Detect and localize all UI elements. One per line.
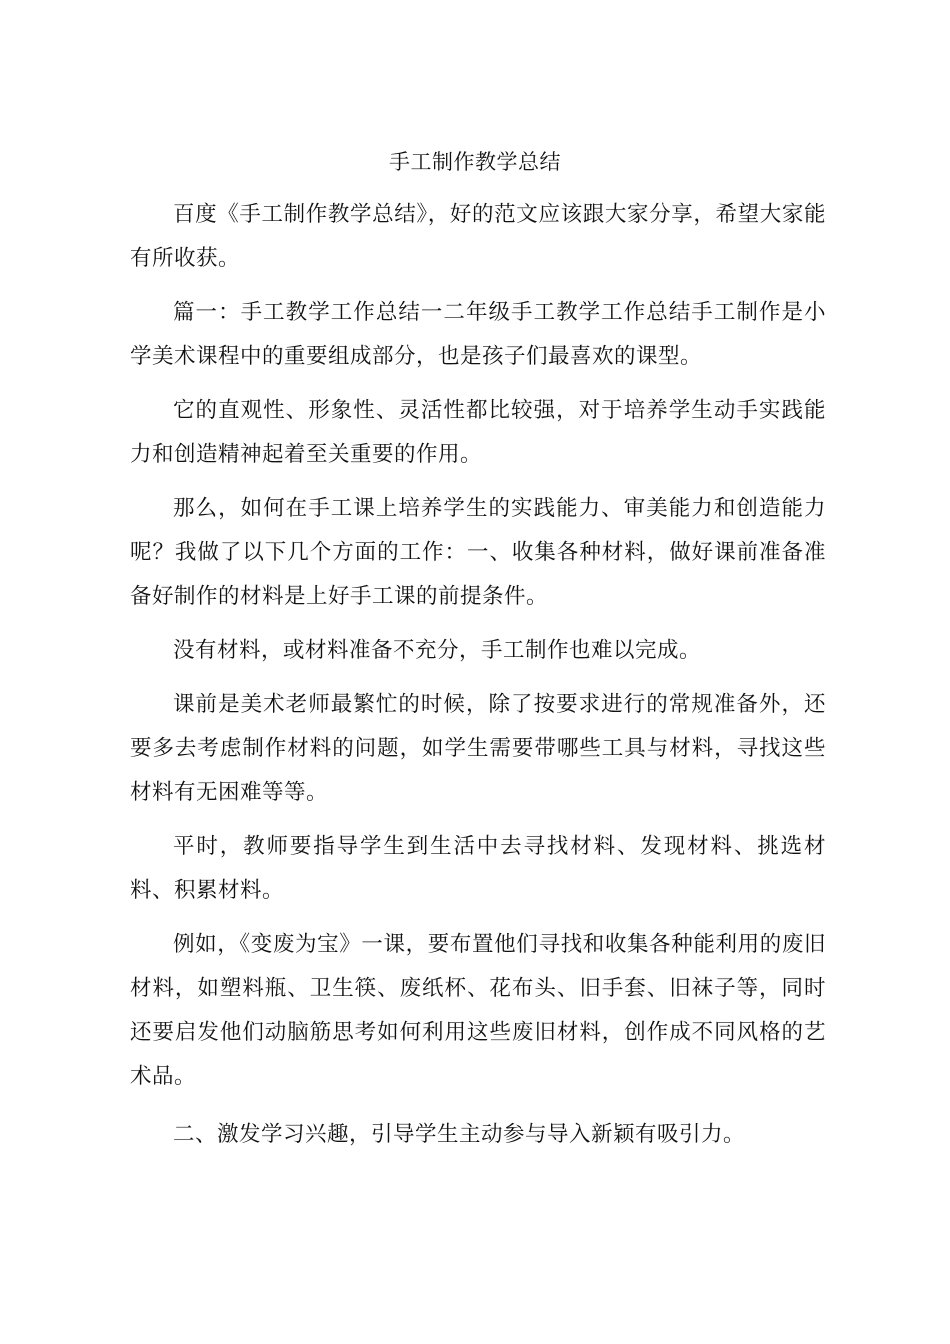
document-body	[130, 193, 826, 1167]
paragraph-daily: 平时，教师要指导学生到生活中去寻找材料、发现材料、挑选材料、积累材料。	[130, 834, 826, 903]
paragraph-no-materials: 没有材料，或材料准备不充分，手工制作也难以完成。	[173, 638, 702, 663]
paragraph-before-class: 课前是美术老师最繁忙的时候，除了按要求进行的常规准备外，还要多去考虑制作材料的问题，如学生需要带哪些工具与材料，寻找这些材料有无困难等等。	[130, 692, 826, 805]
paragraph-part-one: 篇一：手工教学工作总结一二年级手工教学工作总结手工制作是小学美术课程中的重要组成部分，也是孩子们最喜欢的课型。	[130, 300, 826, 369]
paragraph-how-to: 那么，如何在手工课上培养学生的实践能力、审美能力和创造能力呢？我做了以下几个方面的工作：一、收集各种材料，做好课前准备准备好制作的材料是上好手工课的前提条件。	[130, 496, 826, 609]
document-title: 手工制作教学总结	[389, 150, 561, 174]
paragraph-example: 例如，《变废为宝》一课，要布置他们寻找和收集各种能利用的废旧材料，如塑料瓶、卫生筷、废纸杯、花布头、旧手套、旧袜子等，同时还要启发他们动脑筋思考如何利用这些废旧材料，创作成不同风格的艺术品。	[130, 932, 826, 1089]
paragraph-part-two: 二、激发学习兴趣，引导学生主动参与导入新颖有吸引力。	[173, 1122, 746, 1147]
paragraph-intro: 百度《手工制作教学总结》，好的范文应该跟大家分享，希望大家能有所收获。	[130, 202, 826, 271]
paragraph-intuitive: 它的直观性、形象性、灵活性都比较强，对于培养学生动手实践能力和创造精神起着至关重要的作用。	[130, 398, 826, 467]
